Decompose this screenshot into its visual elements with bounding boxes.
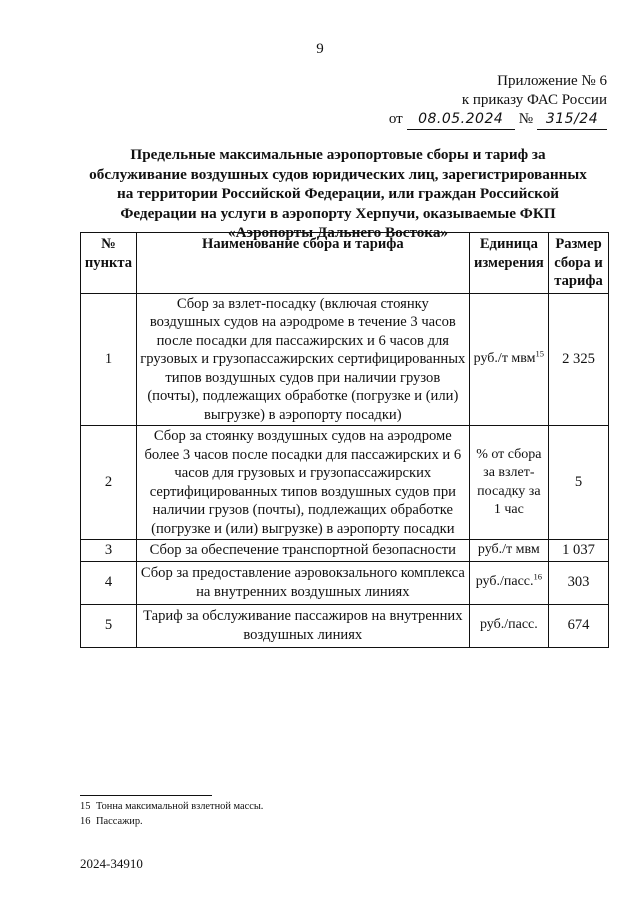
row-unit: руб./пасс. [469,604,548,647]
appendix-title: Приложение № 6 [497,73,607,89]
footnote-item [80,814,263,829]
header-unit: Единица измерения [469,233,548,294]
table-row [81,604,609,647]
row-name: Сбор за взлет-посадку (включая стоянку воздушных судов на аэродроме в течение 3 часов после посадки для пассажирских и 6 часов для грузовых и грузопассажирских сертифицированных типов воздушных судов при наличии грузов (почты), подлежащих обработке (погрузке и (или) выгрузке) в аэропорту посадки) [136,293,469,426]
from-label: от [388,111,403,127]
row-num: 4 [81,561,137,604]
unit-text: руб./пасс. [475,574,534,590]
table-row [81,561,609,604]
row-unit [469,561,548,604]
footnote-ref: 16 [533,571,542,582]
table-header-row [81,233,609,294]
footnote-number: 16 [80,816,91,827]
row-num: 1 [81,293,137,426]
row-unit: % от сбора за взлет-посадку за 1 час [469,426,548,540]
unit-text: руб./т мвм [473,351,536,366]
number-label: № [518,111,533,127]
footnote-text: Пассажир. [96,816,143,827]
row-name: Тариф за обслуживание пассажиров на внутренних воздушных линиях [136,604,469,647]
row-name: Сбор за предоставление аэровокзального комплекса на внутренних воздушных линиях [136,561,469,604]
row-name: Сбор за стоянку воздушных судов на аэродроме более 3 часов после посадки для пассажирских и 6 часов для грузовых и грузопассажирских сертифицированных типов воздушных судов при наличии грузов (почты), подлежащих обработке (погрузке и (или) выгрузке) в аэропорту посадки [136,426,469,540]
header-num: № пункта [81,233,137,294]
table-row [81,540,609,562]
appendix-order-ref: к приказу ФАС России [461,92,607,108]
row-value: 2 325 [549,293,609,426]
row-value: 303 [549,561,609,604]
fees-table [80,232,609,648]
footnote-item [80,799,263,814]
row-name: Сбор за обеспечение транспортной безопасности [136,540,469,562]
row-unit [469,293,548,426]
row-num: 5 [81,604,137,647]
document-code: 2024-34910 [80,856,143,871]
table-row [81,426,609,540]
row-num: 3 [81,540,137,562]
row-value: 5 [549,426,609,540]
footnote-number: 15 [80,801,91,812]
row-value: 1 037 [549,540,609,562]
header-value: Размер сбора и тарифа [549,233,609,294]
order-number: 315/24 [537,110,607,130]
appendix-block [389,72,607,130]
header-name: Наименование сбора и тарифа [136,233,469,294]
footnote-ref: 15 [535,348,545,359]
footnote-text: Тонна максимальной взлетной массы. [96,801,264,812]
row-value: 674 [549,604,609,647]
row-unit: руб./т мвм [469,540,548,562]
order-line [389,110,607,130]
table-row [81,293,609,426]
document-title: Предельные максимальные аэропортовые сборы и тариф за обслуживание воздушных судов юридических лиц, зарегистрированных на территории Российской Федерации, или граждан Российской Федерации на услуги в аэропорту Херпучи, оказываемые ФКП «Аэропорты Дальнего Востока» [89,146,587,241]
order-date: 08.05.2024 [407,110,515,130]
footnote-divider [80,795,212,796]
row-num: 2 [81,426,137,540]
page-number: 9 [316,41,324,57]
footnotes [80,799,263,829]
